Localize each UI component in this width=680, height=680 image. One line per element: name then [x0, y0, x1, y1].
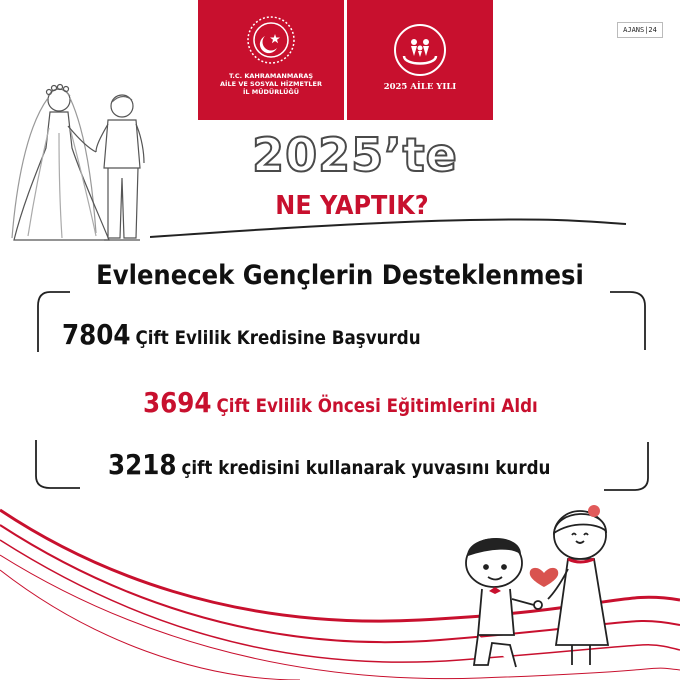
- headline-year: 2025’te: [252, 128, 458, 182]
- family-year-label: 2025 AİLE YILI: [383, 82, 457, 92]
- ministry-emblem-icon: [245, 14, 297, 66]
- stat-text: Çift Evlilik Öncesi Eğitimlerini Aldı: [216, 395, 538, 417]
- family-year-emblem-icon: [392, 22, 448, 78]
- stat-homes-established: [108, 448, 550, 481]
- section-title: Evlenecek Gençlerin Desteklenmesi: [96, 260, 584, 291]
- stat-text: çift kredisini kullanarak yuvasını kurdu: [181, 457, 551, 479]
- headline-question: NE YAPTIK?: [275, 191, 429, 221]
- ministry-line-1: T.C. KAHRAMANMARAŞ: [228, 72, 314, 80]
- ministry-line-3: İL MÜDÜRLÜĞÜ: [242, 88, 300, 96]
- stat-text: Çift Evlilik Kredisine Başvurdu: [135, 327, 421, 349]
- ministry-name: [198, 72, 344, 96]
- proposal-couple-illustration: [452, 495, 652, 675]
- family-year-panel: [347, 0, 493, 120]
- stat-credit-applications: [62, 318, 421, 351]
- ring-icon: [534, 601, 542, 609]
- headline-underline: [150, 212, 630, 242]
- source-badge: AJANS|24: [617, 22, 663, 38]
- stat-number: 3694: [143, 386, 212, 419]
- ministry-panel: [198, 0, 344, 120]
- stat-number: 7804: [62, 318, 131, 351]
- stat-number: 3218: [108, 448, 177, 481]
- ministry-line-2: AİLE VE SOSYAL HİZMETLER: [220, 80, 322, 88]
- stat-premarital-training: [143, 386, 538, 419]
- heart-icon: [530, 568, 559, 587]
